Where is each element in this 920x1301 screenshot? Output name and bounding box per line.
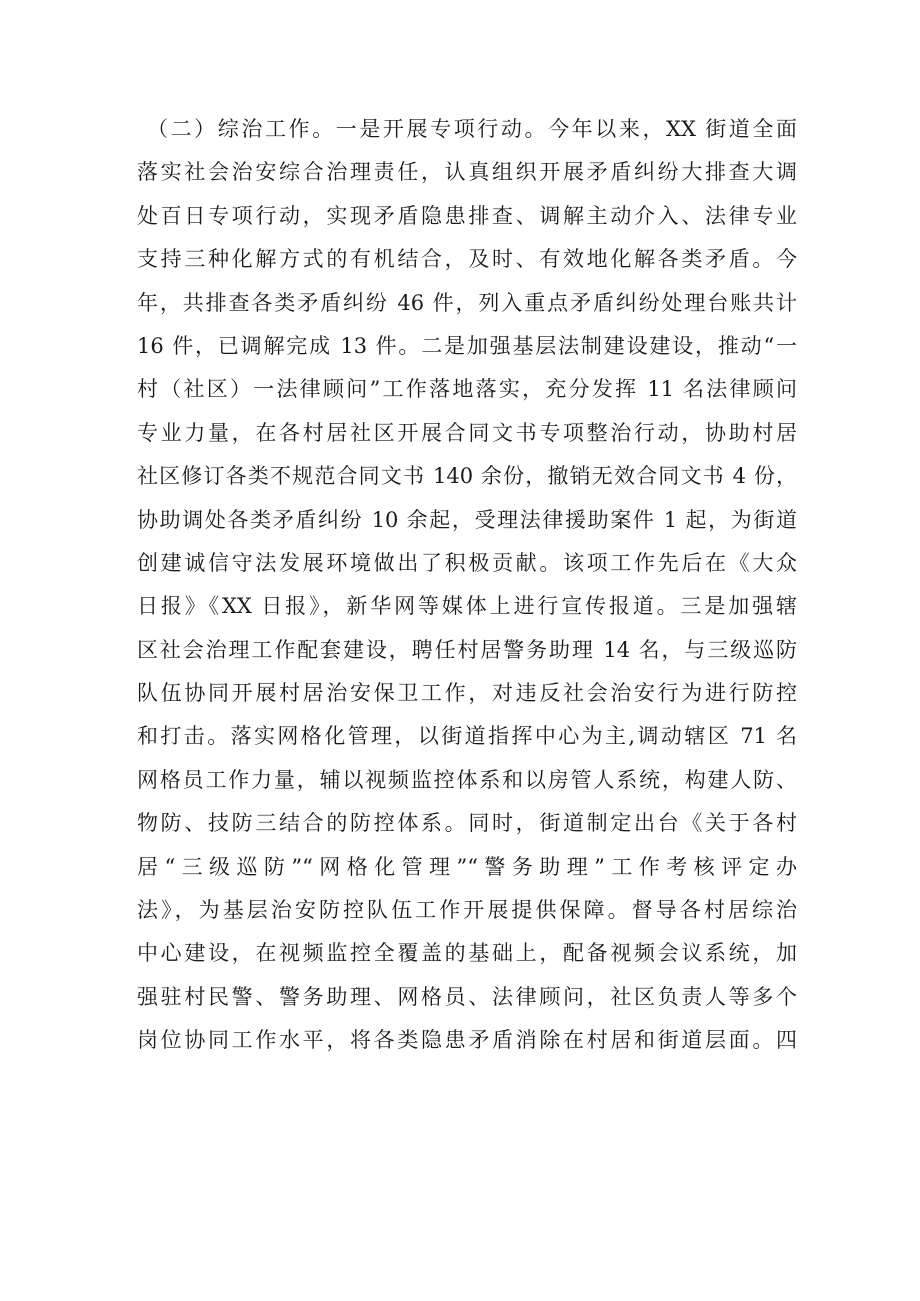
text-line: 日报》《XX 日报》，新华网等媒体上进行宣传报道。三是加强辖	[137, 594, 797, 619]
body-paragraph	[137, 108, 797, 1063]
text-line: 社区修订各类不规范合同文书 140 余份，撤销无效合同文书 4 份，	[137, 464, 797, 489]
text-line: 支持三种化解方式的有机结合，及时、有效地化解各类矛盾。今	[137, 247, 797, 272]
text-line: 创建诚信守法发展环境做出了积极贡献。该项工作先后在《大众	[137, 550, 797, 575]
text-line: 协助调处各类矛盾纠纷 10 余起，受理法律援助案件 1 起，为街道	[137, 507, 797, 532]
text-line: 法》，为基层治安防控队伍工作开展提供保障。督导各村居综治	[137, 898, 797, 923]
text-line: 网格员工作力量，辅以视频监控体系和以房管人系统，构建人防、	[137, 767, 797, 792]
text-line: 物防、技防三结合的防控体系。同时，街道制定出台《关于各村	[137, 811, 797, 836]
text-line: （二）综治工作。一是开展专项行动。今年以来，XX 街道全面	[147, 117, 797, 141]
text-line: 落实社会治安综合治理责任，认真组织开展矛盾纠纷大排查大调	[137, 160, 797, 185]
text-line: 和打击。落实网格化管理，以街道指挥中心为主,调动辖区 71 名	[137, 724, 797, 749]
text-line: 岗位协同工作水平，将各类隐患矛盾消除在村居和街道层面。四	[137, 1028, 797, 1053]
text-line: 队伍协同开展村居治安保卫工作，对违反社会治安行为进行防控	[137, 681, 797, 706]
text-line: 处百日专项行动，实现矛盾隐患排查、调解主动介入、法律专业	[137, 203, 797, 228]
text-line: 区社会治理工作配套建设，聘任村居警务助理 14 名，与三级巡防	[137, 637, 797, 662]
text-line: 强驻村民警、警务助理、网格员、法律顾问，社区负责人等多个	[137, 984, 797, 1009]
text-line: 专业力量，在各村居社区开展合同文书专项整治行动，协助村居	[137, 420, 797, 445]
text-line: 16 件，已调解完成 13 件。二是加强基层法制建设建设，推动“一	[137, 333, 797, 358]
text-line: 居“三级巡防”“网格化管理”“警务助理”工作考核评定办	[137, 854, 797, 879]
text-line: 村（社区）一法律顾问”工作落地落实，充分发挥 11 名法律顾问	[137, 377, 797, 402]
text-line: 中心建设，在视频监控全覆盖的基础上，配备视频会议系统，加	[137, 941, 797, 966]
text-line: 年，共排查各类矛盾纠纷 46 件，列入重点矛盾纠纷处理台账共计	[137, 290, 797, 315]
